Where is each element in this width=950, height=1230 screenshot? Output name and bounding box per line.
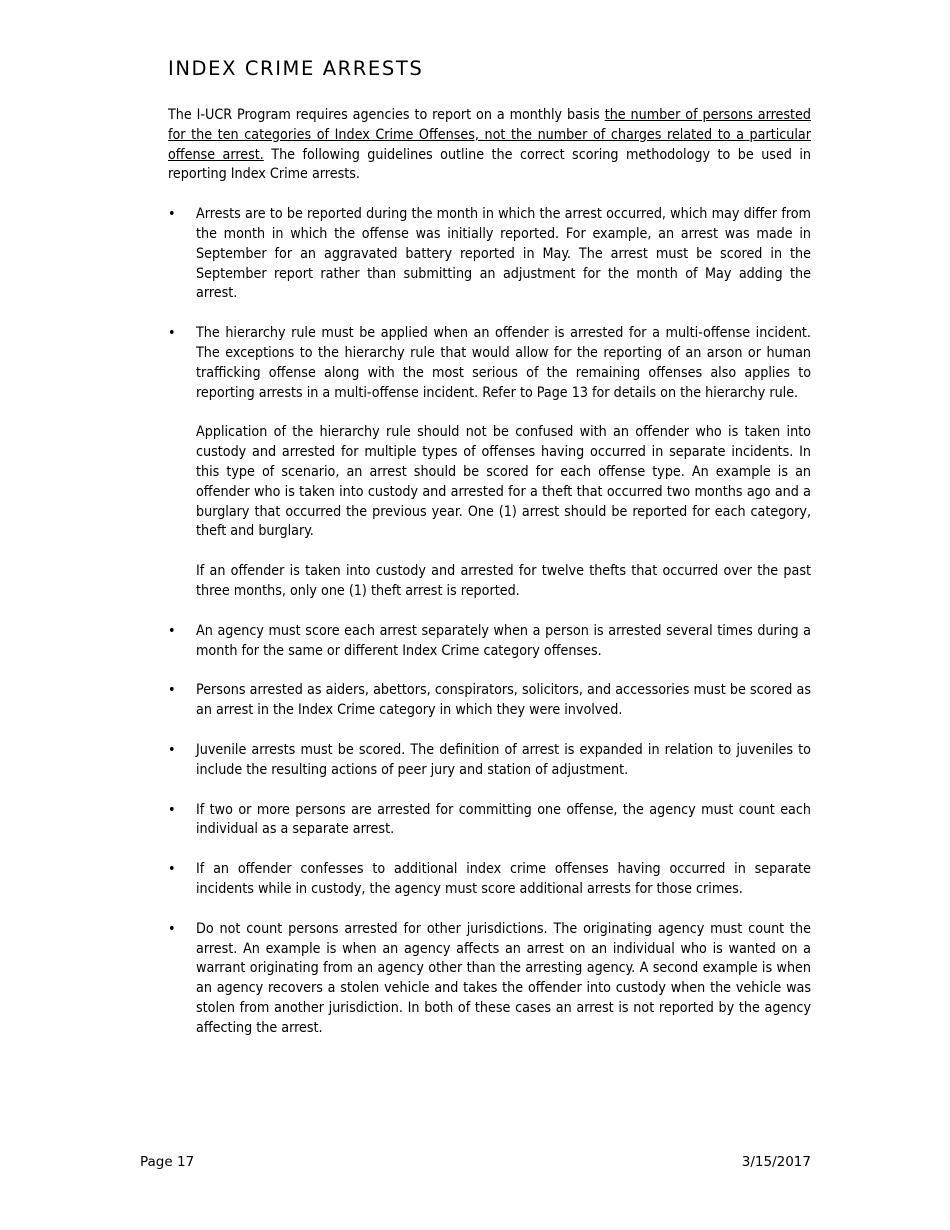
- guideline-item: [168, 801, 811, 841]
- guideline-paragraph: The hierarchy rule must be applied when an offender is arrested for a multi-offense incident. The exceptions to the hierarchy rule that would allow for the reporting of an arson or human trafficking offense along with the most serious of the remaining offenses also applies to reporting arrests in a multi-offense incident. Refer to Page 13 for details on the hierarchy rule.: [196, 325, 811, 401]
- guideline-item: [168, 860, 811, 900]
- guideline-paragraph: If two or more persons are arrested for committing one offense, the agency must count each individual as a separate arrest.: [196, 801, 811, 838]
- bullet-icon: •: [168, 325, 176, 342]
- bullet-icon: •: [168, 741, 176, 758]
- guideline-list: [168, 205, 811, 1038]
- bullet-icon: •: [168, 682, 176, 699]
- intro-paragraph: [168, 106, 811, 185]
- page-title: INDEX CRIME ARRESTS: [168, 57, 424, 80]
- footer-date: 3/15/2017: [741, 1154, 811, 1170]
- content-body: [168, 106, 811, 1058]
- intro-text-end: The following guidelines outline the correct scoring methodology to be used in reporting Index Crime arrests.: [168, 146, 811, 183]
- bullet-icon: •: [168, 622, 176, 639]
- bullet-icon: •: [168, 206, 176, 223]
- guideline-paragraph: Application of the hierarchy rule should not be confused with an offender who is taken into custody and arrested for multiple types of offenses having occurred in separate incidents. In this type of scenario, an arrest should be scored for each offense type. An example is an offender who is taken into custody and arrested for a theft that occurred two months ago and a burglary that occurred the previous year. One (1) arrest should be reported for each category, theft and burglary.: [196, 424, 811, 540]
- guideline-item: [168, 681, 811, 721]
- guideline-item: [168, 741, 811, 781]
- intro-text-start: The I-UCR Program requires agencies to report on a monthly basis: [168, 107, 605, 123]
- bullet-icon: •: [168, 801, 176, 818]
- footer-page-number: Page 17: [140, 1154, 195, 1170]
- guideline-item: [168, 205, 811, 304]
- guideline-paragraph: Juvenile arrests must be scored. The definition of arrest is expanded in relation to juveniles to include the resulting actions of peer jury and station of adjustment.: [196, 741, 811, 778]
- guideline-paragraph: An agency must score each arrest separately when a person is arrested several times during a month for the same or different Index Crime category offenses.: [196, 622, 811, 659]
- guideline-item: [168, 920, 811, 1039]
- guideline-paragraph: Do not count persons arrested for other jurisdictions. The originating agency must count the arrest. An example is when an agency affects an arrest on an individual who is wanted on a warrant originating from an agency other than the arresting agency. A second example is when an agency recovers a stolen vehicle and takes the offender into custody when the vehicle was stolen from another jurisdiction. In both of these cases an arrest is not reported by the agency affecting the arrest.: [196, 920, 811, 1036]
- guideline-paragraph: If an offender is taken into custody and arrested for twelve thefts that occurred over the past three months, only one (1) theft arrest is reported.: [196, 563, 811, 599]
- guideline-item: [168, 324, 811, 602]
- bullet-icon: •: [168, 920, 176, 937]
- guideline-paragraph: Arrests are to be reported during the month in which the arrest occurred, which may differ from the month in which the offense was initially reported. For example, an arrest was made in September for an aggravated battery reported in May. The arrest must be scored in the September report rather than submitting an adjustment for the month of May adding the arrest.: [196, 206, 811, 302]
- guideline-paragraph: If an offender confesses to additional index crime offenses having occurred in separate incidents while in custody, the agency must score additional arrests for those crimes.: [196, 861, 811, 897]
- bullet-icon: •: [168, 861, 176, 878]
- intro-underlined-text: the number of persons arrested for the ten categories of Index Crime Offenses, not the number of charges related to a particular offense arrest.: [168, 107, 811, 163]
- guideline-item: [168, 622, 811, 662]
- guideline-paragraph: Persons arrested as aiders, abettors, conspirators, solicitors, and accessories must be scored as an arrest in the Index Crime category in which they were involved.: [196, 682, 811, 719]
